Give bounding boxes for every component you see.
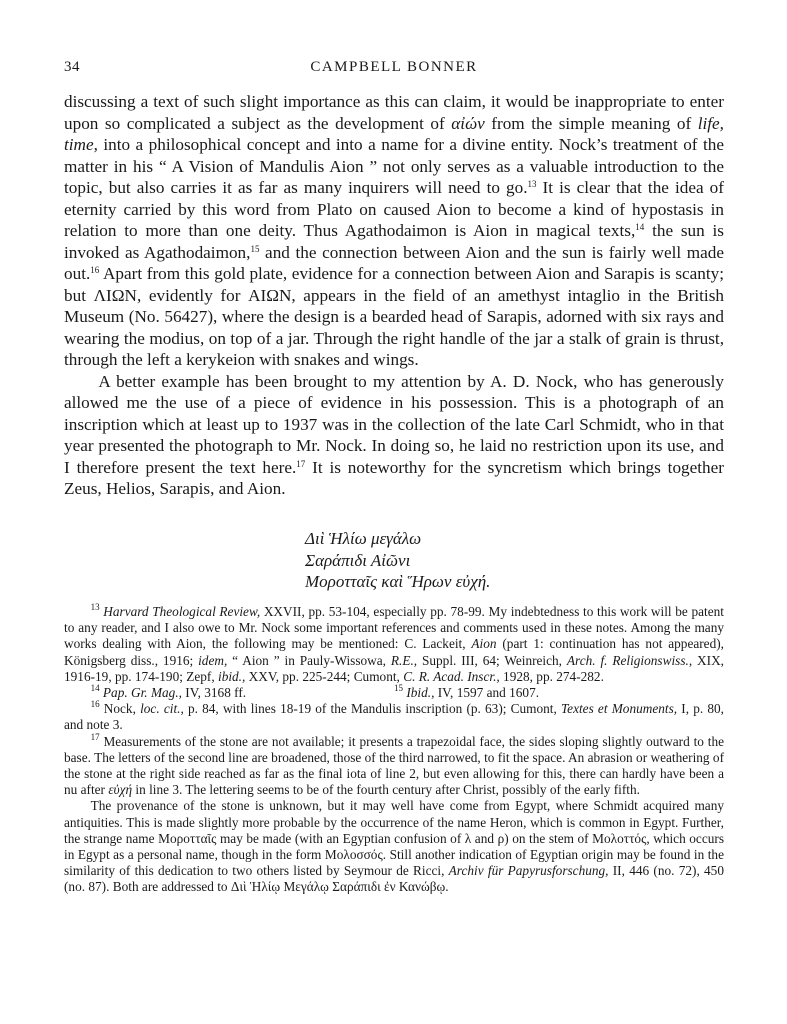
italic-term: loc. cit., — [140, 701, 184, 717]
paragraph-2 — [64, 371, 724, 500]
text-run: The provenance of the stone is unknown, but it may well have come from Egypt, where Schmidt acquired many antiquities. This is made slightly more probable by the occurrence of the name Heron, which is common in Egypt. Further, the strange name — [64, 798, 724, 846]
greek-term: Μολοσσός. — [324, 847, 387, 863]
body-text — [64, 91, 724, 500]
footnote-17 — [64, 731, 725, 799]
footnote-ref-15[interactable]: 15 — [250, 243, 260, 254]
text-run: IV, 1597 and 1607. — [434, 685, 540, 701]
text-run: It is clear that the idea of eternity carried by this word from Plato on caused Aion to become a kind of hypostasis in relation to more than one deity. Thus Agathodaimon is Aion in magical texts, — [64, 178, 724, 240]
italic-term: Archiv für Papyrusforschung, — [448, 863, 609, 879]
text-run: may be made (with an Egyptian confusion of λ and ρ) on the stem of — [216, 830, 593, 846]
italic-term: ibid., — [218, 668, 246, 684]
text-run: the sun is invoked as Agathodaimon, — [64, 221, 724, 262]
text-run: from the simple meaning of — [484, 113, 698, 133]
text-run: XXVII, pp. 53-104, especially pp. 78-99. My indebtedness to this work will be patent to any reader, and I also owe to Mr. Nock some important references and comments used in these notes. Among the many works dealing with Aion, the following may be mentioned: C. Lackeit, — [64, 604, 724, 652]
text-run: It is noteworthy for the syncretism which brings together Zeus, Helios, Sarapis, and Aion. — [64, 457, 724, 498]
text-run: A better example has been brought to my attention by A. D. Nock, who has generously allowed me the use of a piece of evidence in his possession. This is a photograph of an inscription which at least up to 1937 was in the collection of the late Carl Schmidt, who in that year presented the photograph to Mr. Nock. In doing so, he laid no restriction upon its use, and I therefore present the text here. — [64, 371, 724, 477]
inscription-line-1: Διὶ Ἡλίω μεγάλω — [305, 529, 422, 548]
footnote-15 — [394, 685, 724, 701]
text-run: IV, 3168 ff. — [181, 685, 247, 701]
text-run: II, 446 (no. 72), 450 (no. 87). Both are addressed to — [64, 863, 724, 895]
text-run: which occurs in Egypt as a personal name, though in the form — [64, 830, 724, 863]
italic-term: Aion — [471, 636, 497, 652]
text-run: Apart from this gold plate, evidence for a connection between Aion and Sarapis is scanty; but ΛΙΩΝ, evidently for ΑΙΩΝ, appears in the field of an amethyst intaglio in the British Museum (No. 56427), where the design is a bearded head of Sarapis, adorned with six rays and wearing the modius, on top of a jar. Through the right handle of the jar a stalk of grain is thrust, through the left a kerykeion with snakes and wings. — [64, 264, 724, 369]
greek-term: εὐχή — [108, 782, 133, 798]
greek-term: αἰών — [451, 113, 485, 133]
greek-term: Μοροτταῖς — [158, 830, 217, 846]
italic-term: Arch. f. Religionswiss., — [566, 652, 693, 668]
footnote-ref-17[interactable]: 17 — [296, 458, 306, 469]
footnote-13 — [64, 604, 724, 685]
text-run: in line 3. The lettering seems to be of the fourth century after Christ, possibly of the early fifth. — [132, 782, 640, 798]
text-run: XXV, pp. 225-244; Cumont, — [245, 668, 404, 684]
footnote-number: 13 — [90, 602, 100, 612]
footnote-ref-16[interactable]: 16 — [90, 265, 100, 275]
text-run: 1928, pp. 274-282. — [499, 668, 604, 684]
italic-term: R.E., — [390, 652, 418, 668]
italic-term: Pap. Gr. Mag., — [102, 685, 182, 701]
text-run: XIX, 1916-19, pp. 174-190; Zepf, — [64, 652, 725, 684]
inscription-line-3: Μοροτταῖς καὶ Ἥρων εὐχή. — [305, 572, 491, 591]
italic-term: C. R. Acad. Inscr., — [403, 668, 500, 684]
italic-term: Ibid., — [406, 685, 435, 701]
italic-term: Textes et Monuments, — [561, 701, 678, 717]
text-run: I, p. 80, and note 3. — [64, 701, 724, 733]
text-run: p. 84, with lines 18-19 of the Mandulis inscription (p. 63); Cumont, — [183, 701, 561, 717]
footnote-17-continued — [64, 798, 724, 895]
italic-term: Harvard Theological Review, — [103, 604, 261, 619]
footnotes — [64, 604, 724, 896]
footnote-14 — [64, 685, 394, 701]
inscription-text — [305, 528, 490, 593]
footnote-number: 16 — [90, 699, 100, 710]
text-run: and the connection between Aion and the sun is fairly well made out. — [64, 242, 724, 283]
greek-term: Διὶ Ἡλίῳ Μεγάλῳ Σαράπιδι ἐν Κανώβῳ. — [230, 879, 449, 895]
page-header — [64, 59, 724, 81]
italic-term: idem, — [198, 652, 228, 668]
inscription-line-2: Σαράπιδι Αἰῶνι — [305, 550, 411, 570]
text-run: Still another indication of Egyptian origin may be found in the similarity of this dedication to two others listed by Seymour de Ricci, — [64, 847, 724, 879]
text-run: (part 1: continuation has not appeared), Königsberg diss., 1916; — [64, 636, 724, 668]
text-run: Suppl. III, 64; Weinreich, — [417, 652, 567, 668]
page-number: 34 — [64, 59, 80, 75]
text-run: into a philosophical concept and into a name for a divine entity. Nock’s treatment of the matter in his “ A Vision of Mandulis Aion ” not only serves as a valuable introduction to the topic, but also carries it as far as many inquirers will need to go. — [64, 135, 724, 197]
running-head: CAMPBELL BONNER — [310, 59, 478, 75]
footnote-number: 17 — [90, 731, 100, 742]
greek-term: Μολοττός, — [592, 830, 650, 846]
paragraph-1 — [64, 91, 724, 371]
italic-term: life, time, — [64, 113, 724, 154]
footnote-number: 14 — [90, 683, 100, 694]
text-run: discussing a text of such slight importance as this can claim, it would be inappropriate to enter upon so complicated a subject as the development of — [64, 92, 724, 133]
footnotes-14-15 — [64, 685, 724, 701]
text-run: Measurements of the stone are not available; it presents a trapezoidal face, the sides sloping slightly outward to the base. The letters of the second line are broadened, those of the third narrowed, to fit the space. An abrasion or weathering of the stone at the right side reached as far as the final iota of line 2, but even allowing for this, there can hardly have been a nu after — [64, 733, 725, 798]
text-run: Nock, — [103, 701, 141, 717]
text-run: “ Aion ” in Pauly-Wissowa, — [227, 652, 391, 668]
footnote-ref-13[interactable]: 13 — [527, 179, 537, 189]
footnote-16 — [64, 701, 724, 733]
footnote-number: 15 — [394, 683, 403, 694]
footnote-ref-14[interactable]: 14 — [635, 222, 645, 232]
